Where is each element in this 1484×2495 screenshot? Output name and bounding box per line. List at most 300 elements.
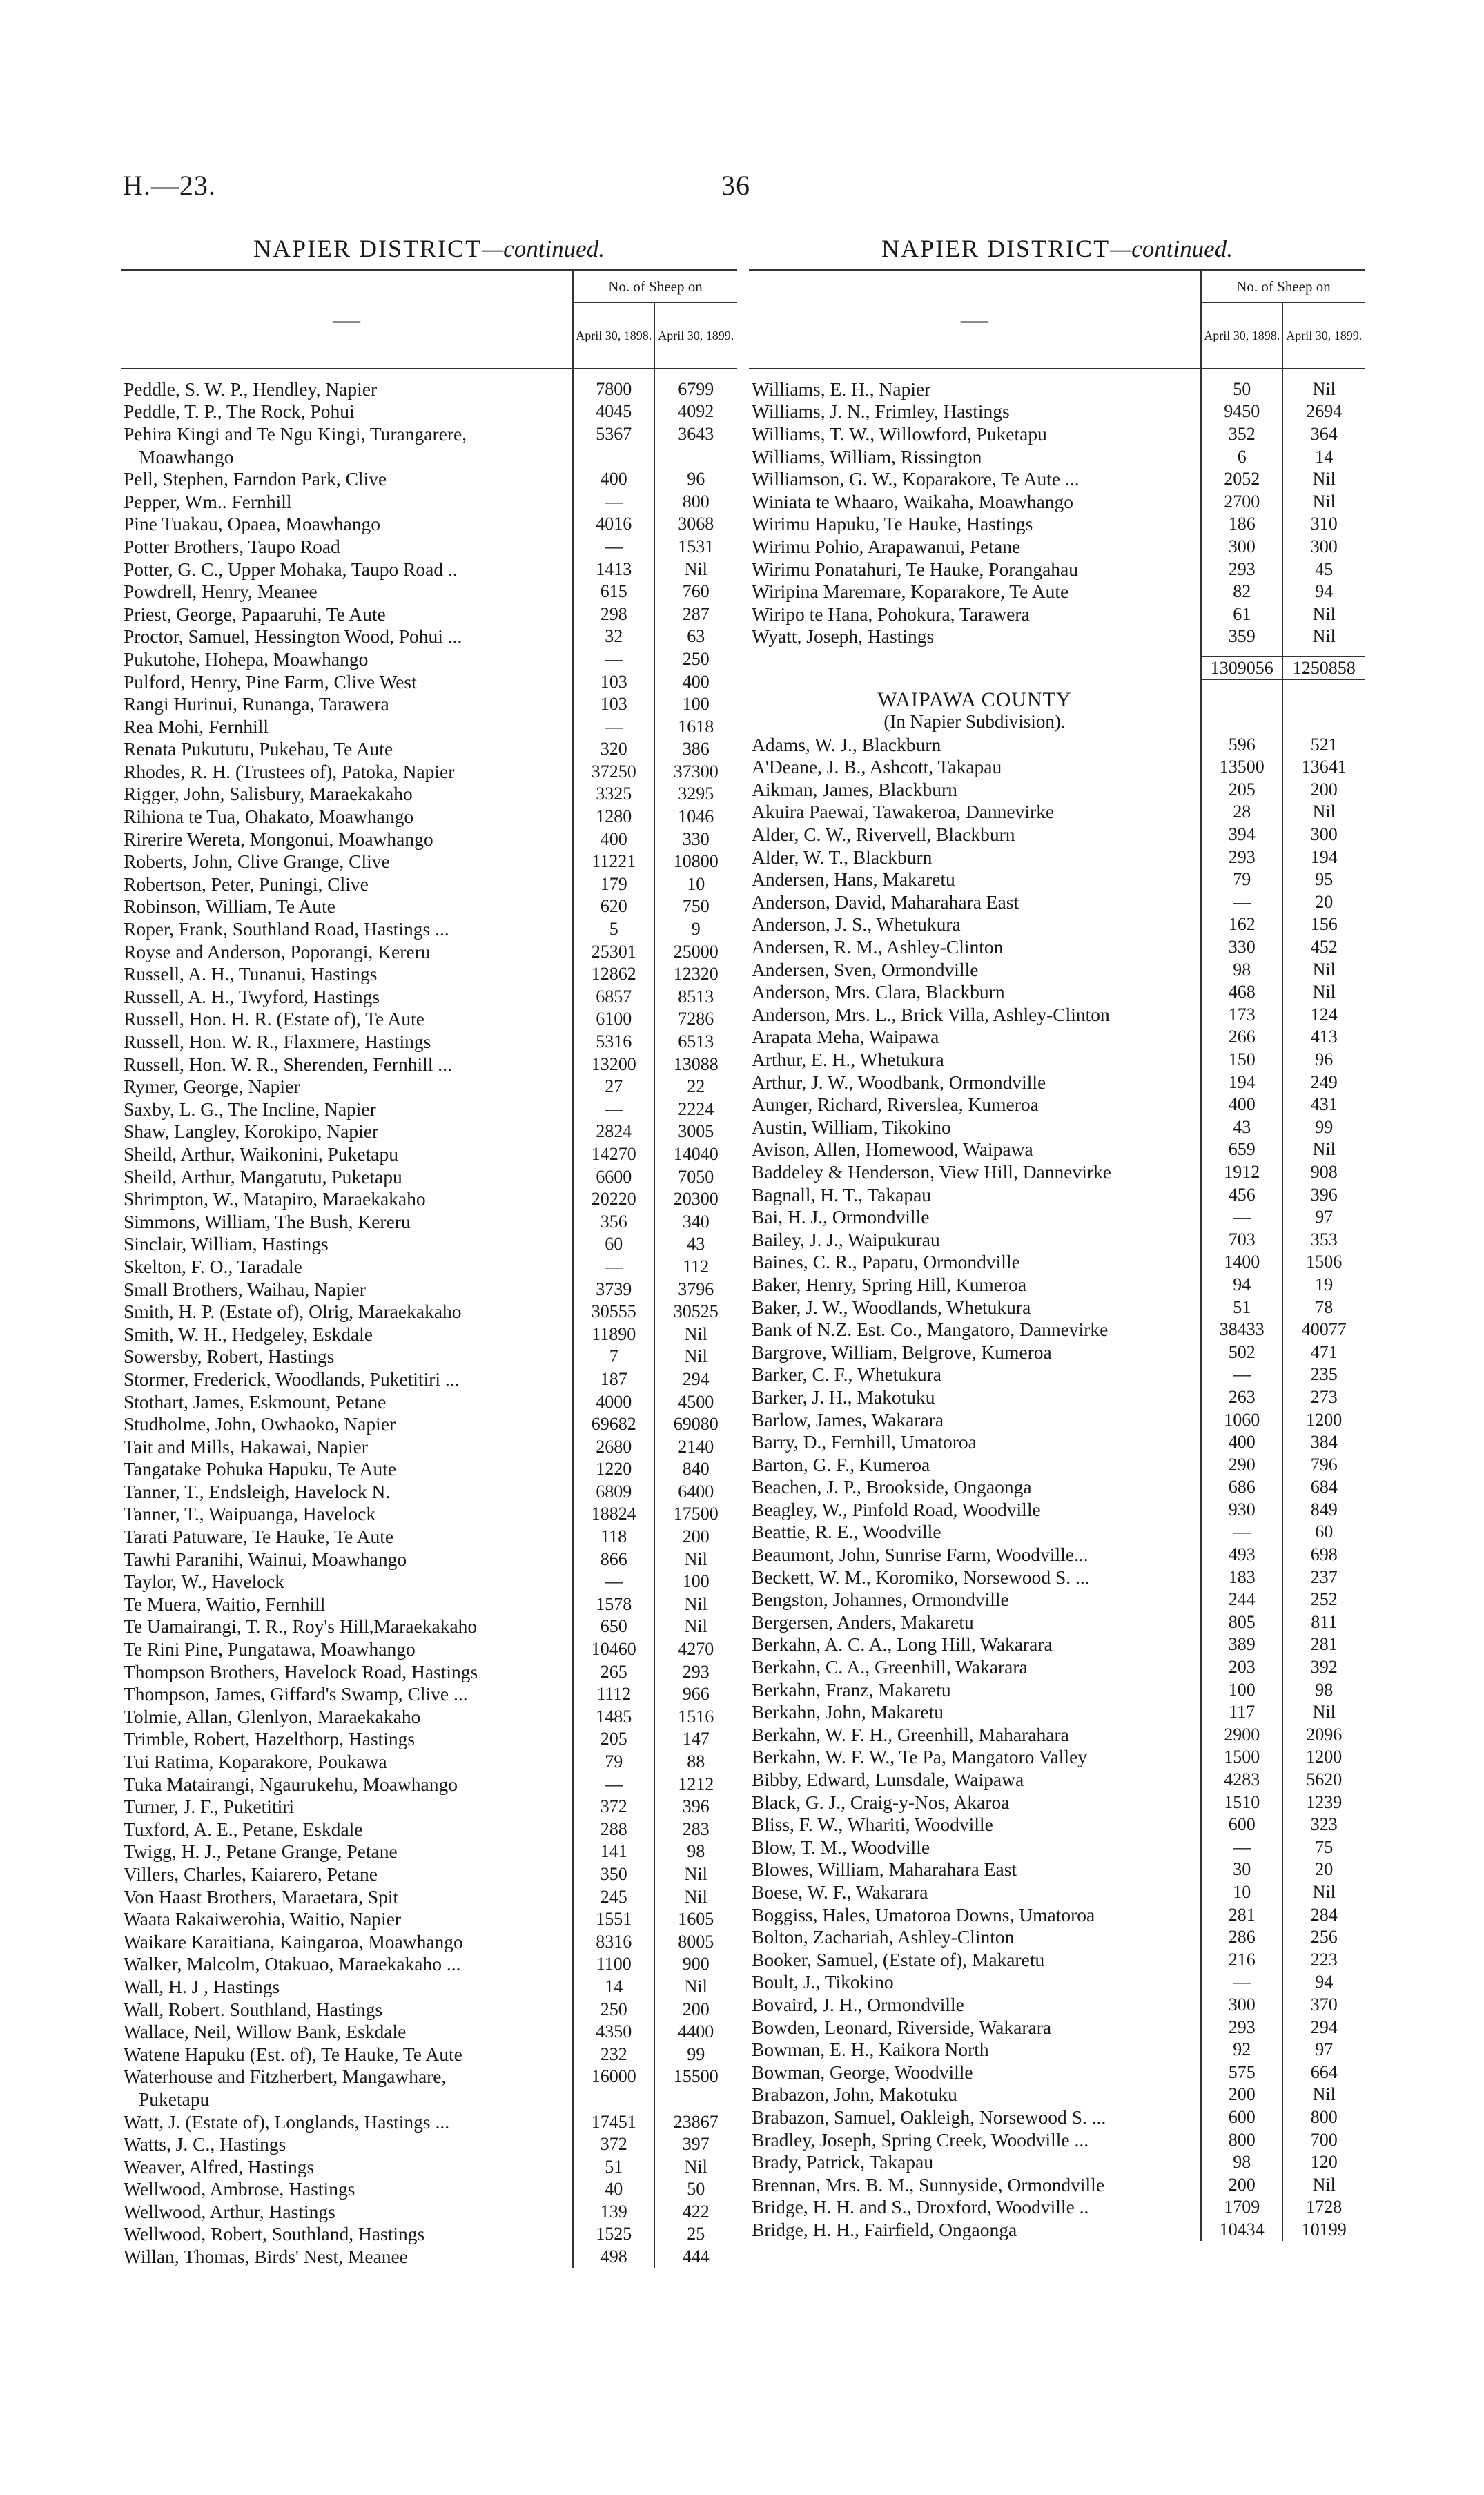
- left-name-header: —: [121, 270, 573, 369]
- sheep-1899: 340: [654, 1210, 737, 1233]
- table-row: [749, 513, 1365, 536]
- table-row: [749, 1611, 1365, 1633]
- table-row: [121, 783, 737, 806]
- holder-name: Trimble, Robert, Hazelthorp, Hastings: [124, 1728, 416, 1750]
- left-title-suffix: —continued.: [482, 235, 605, 262]
- table-row: [121, 985, 737, 1008]
- table-row: [749, 535, 1365, 558]
- sheep-1899: 6400: [654, 1480, 737, 1503]
- sheep-1899: 37300: [654, 760, 737, 783]
- table-row: [121, 445, 737, 468]
- sheep-1899: 22: [654, 1075, 737, 1098]
- sheep-1898: 10460: [573, 1638, 654, 1660]
- table-row: [121, 467, 737, 490]
- sheep-1898: 1220: [573, 1458, 654, 1481]
- table-row: [121, 1143, 737, 1165]
- table-row: [121, 1593, 737, 1615]
- left-sheep-table: [121, 269, 737, 2268]
- sheep-1898: 200: [1201, 2084, 1282, 2106]
- sheep-1898: 320: [573, 738, 654, 761]
- holder-name: Wellwood, Ambrose, Hastings: [124, 2178, 355, 2200]
- holder-name: Tuxford, A. E., Petane, Eskdale: [124, 1818, 363, 1840]
- sheep-1898: 51: [1201, 1296, 1282, 1319]
- holder-name: Rirerire Wereta, Mongonui, Moawhango: [124, 828, 433, 850]
- holder-name: Thompson, James, Giffard's Swamp, Clive ...: [124, 1683, 468, 1705]
- sheep-1898: 372: [573, 2133, 654, 2155]
- sheep-1899: 1618: [654, 715, 737, 738]
- sheep-1899: [654, 445, 737, 468]
- holder-name: Berkahn, C. A., Greenhill, Wakarara: [752, 1656, 1028, 1678]
- table-row: [121, 513, 737, 536]
- holder-name: Tarati Patuware, Te Hauke, Te Aute: [124, 1526, 394, 1548]
- sheep-1898: 30: [1201, 1858, 1282, 1881]
- table-row: [749, 1903, 1365, 1926]
- spacer-row: [749, 679, 1365, 688]
- sheep-1899: 10: [654, 873, 737, 895]
- sheep-1899: 284: [1282, 1903, 1365, 1926]
- table-row: [749, 1296, 1365, 1319]
- total-1899: 1250858: [1282, 657, 1365, 680]
- holder-name: Tanner, T., Endsleigh, Havelock N.: [124, 1480, 391, 1502]
- sheep-1899: 63: [654, 625, 737, 648]
- holder-name: Puketapu: [139, 2088, 210, 2110]
- holder-name: Saxby, L. G., The Incline, Napier: [124, 1098, 376, 1120]
- sheep-1898: 493: [1201, 1543, 1282, 1566]
- sheep-1898: 372: [573, 1795, 654, 1818]
- total-row: [749, 657, 1365, 680]
- sheep-1898: 117: [1201, 1700, 1282, 1723]
- holder-name: Powdrell, Henry, Meanee: [124, 581, 318, 603]
- sheep-1898: 139: [573, 2200, 654, 2223]
- sheep-1898: 50: [1201, 378, 1282, 400]
- table-row: [749, 1318, 1365, 1341]
- table-row: [749, 445, 1365, 468]
- sheep-1898: 6600: [573, 1165, 654, 1188]
- table-row: [749, 1363, 1365, 1386]
- spacer-row: [749, 648, 1365, 657]
- table-row: [749, 490, 1365, 513]
- sheep-1899: 471: [1282, 1341, 1365, 1363]
- table-row: [749, 958, 1365, 981]
- holder-name: Rangi Hurinui, Runanga, Tarawera: [124, 693, 389, 715]
- sheep-1899: Nil: [654, 1593, 737, 1615]
- table-row: [121, 1255, 737, 1278]
- sheep-1899: 88: [654, 1750, 737, 1773]
- holder-name: Bovaird, J. H., Ormondville: [752, 1993, 964, 2015]
- sheep-1898: 17451: [573, 2110, 654, 2133]
- table-row: [121, 1841, 737, 1863]
- sheep-1899: 13088: [654, 1053, 737, 1076]
- table-row: [121, 1187, 737, 1210]
- sheep-1899: 20300: [654, 1187, 737, 1210]
- sheep-1898: 1578: [573, 1593, 654, 1615]
- sheep-1898: 293: [1201, 558, 1282, 581]
- right-table-body: [749, 369, 1365, 2241]
- sheep-1898: 12862: [573, 962, 654, 985]
- sheep-1899: 96: [654, 467, 737, 490]
- holder-name: Bibby, Edward, Lunsdale, Waipawa: [752, 1769, 1024, 1791]
- sheep-1898: 1485: [573, 1705, 654, 1728]
- sheep-1898: 930: [1201, 1498, 1282, 1521]
- holder-name: Tanner, T., Waipuanga, Havelock: [124, 1503, 376, 1525]
- sheep-1898: 805: [1201, 1611, 1282, 1633]
- sheep-1898: 94: [1201, 1273, 1282, 1296]
- sheep-1899: Nil: [654, 1863, 737, 1885]
- table-row: [121, 378, 737, 400]
- sheep-1899: 3005: [654, 1120, 737, 1143]
- holder-name: Wyatt, Joseph, Hastings: [752, 625, 935, 648]
- holder-name: Twigg, H. J., Petane Grange, Petane: [124, 1841, 398, 1863]
- holder-name: Von Haast Brothers, Maraetara, Spit: [124, 1885, 399, 1907]
- holder-name: Bagnall, H. T., Takapau: [752, 1183, 932, 1205]
- holder-name: Bank of N.Z. Est. Co., Mangatoro, Dannevirke: [752, 1319, 1109, 1341]
- sheep-1899: 45: [1282, 558, 1365, 581]
- sheep-1899: 249: [1282, 1071, 1365, 1094]
- sheep-1898: 186: [1201, 513, 1282, 536]
- table-row: [121, 1165, 737, 1188]
- sheep-1899: 25000: [654, 940, 737, 963]
- table-row: [749, 2084, 1365, 2106]
- holder-name: Wallace, Neil, Willow Bank, Eskdale: [124, 2021, 407, 2043]
- sheep-1899: 1212: [654, 1773, 737, 1796]
- sheep-1898: 281: [1201, 1903, 1282, 1926]
- holder-name: Arapata Meha, Waipawa: [752, 1026, 939, 1048]
- holder-name: Adams, W. J., Blackburn: [752, 733, 941, 755]
- sheep-1899: Nil: [1282, 467, 1365, 490]
- holder-name: Williams, E. H., Napier: [752, 378, 931, 400]
- sheep-1899: 796: [1282, 1453, 1365, 1476]
- sheep-1899: 283: [654, 1818, 737, 1841]
- table-row: [121, 1300, 737, 1323]
- table-row: [121, 648, 737, 670]
- sheep-1898: —: [1201, 1205, 1282, 1228]
- table-row: [121, 1053, 737, 1076]
- table-row: [749, 1700, 1365, 1723]
- table-row: [749, 1858, 1365, 1881]
- sheep-1899: 1506: [1282, 1251, 1365, 1274]
- table-row: [749, 1791, 1365, 1814]
- table-row: [749, 2016, 1365, 2039]
- right-group-header: No. of Sheep on: [1201, 270, 1365, 303]
- sheep-1899: 20: [1282, 891, 1365, 913]
- table-row: [749, 603, 1365, 625]
- spacer-row: [121, 369, 737, 378]
- table-row: [121, 603, 737, 625]
- table-row: [749, 2106, 1365, 2128]
- sheep-1899: 400: [654, 670, 737, 693]
- holder-name: Brabazon, John, Makotuku: [752, 2084, 957, 2106]
- table-row: [121, 1120, 737, 1143]
- holder-name: Watt, J. (Estate of), Longlands, Hastings ...: [124, 2110, 450, 2133]
- table-row: [749, 625, 1365, 648]
- holder-name: Anderson, J. S., Whetukura: [752, 913, 961, 935]
- sheep-1898: 30555: [573, 1300, 654, 1323]
- table-row: [121, 2223, 737, 2246]
- sheep-1899: 99: [654, 2043, 737, 2066]
- table-row: [121, 1615, 737, 1638]
- sheep-1898: 10434: [1201, 2218, 1282, 2241]
- sheep-1899: 25: [654, 2223, 737, 2246]
- table-row: [749, 2061, 1365, 2084]
- sheep-1899: 3643: [654, 423, 737, 445]
- sheep-1899: 6513: [654, 1030, 737, 1053]
- holder-name: Tolmie, Allan, Glenlyon, Maraekakaho: [124, 1705, 421, 1727]
- left-title-text: NAPIER DISTRICT: [253, 235, 482, 262]
- sheep-1898: 79: [1201, 868, 1282, 891]
- holder-name: Bowman, E. H., Kaikora North: [752, 2039, 989, 2061]
- sheep-1899: 97: [1282, 2038, 1365, 2061]
- sheep-1898: 498: [573, 2245, 654, 2268]
- sheep-1899: 94: [1282, 580, 1365, 603]
- right-column-title: [749, 228, 1365, 269]
- holder-name: Black, G. J., Craig-y-Nos, Akaroa: [752, 1791, 1010, 1813]
- sheep-1899: 1531: [654, 535, 737, 558]
- sheep-1899: Nil: [1282, 1700, 1365, 1723]
- sheep-1899: 78: [1282, 1296, 1365, 1319]
- sheep-1898: 11890: [573, 1323, 654, 1346]
- sheep-1899: 8513: [654, 985, 737, 1008]
- sheep-1898: 14: [573, 1975, 654, 1998]
- holder-name: Potter, G. C., Upper Mohaka, Taupo Road ..: [124, 558, 458, 580]
- sheep-1899: 13641: [1282, 756, 1365, 779]
- sheep-1899: 1200: [1282, 1408, 1365, 1431]
- table-row: [121, 1030, 737, 1053]
- sheep-1898: 2052: [1201, 467, 1282, 490]
- table-row: [121, 850, 737, 873]
- sheep-1899: 10199: [1282, 2218, 1365, 2241]
- holder-name: Boggiss, Hales, Umatoroa Downs, Umatoroa: [752, 1903, 1095, 1925]
- sheep-1899: 4092: [654, 400, 737, 423]
- sheep-1898: 79: [573, 1750, 654, 1773]
- sheep-1899: 444: [654, 2245, 737, 2268]
- sheep-1898: 92: [1201, 2038, 1282, 2061]
- holder-name: Bradley, Joseph, Spring Creek, Woodville ...: [752, 2128, 1089, 2151]
- table-row: [121, 1210, 737, 1233]
- sheep-1899: 40077: [1282, 1318, 1365, 1341]
- left-table-body: [121, 369, 737, 2268]
- sheep-1899: Nil: [1282, 1138, 1365, 1161]
- sheep-1898: 27: [573, 1075, 654, 1098]
- sheep-1898: —: [573, 1570, 654, 1593]
- table-row: [121, 1728, 737, 1751]
- sheep-1898: 6: [1201, 445, 1282, 468]
- sheep-1898: —: [573, 648, 654, 670]
- table-row: [121, 828, 737, 851]
- holder-name: Andersen, R. M., Ashley-Clinton: [752, 936, 1004, 958]
- sheep-1898: 141: [573, 1841, 654, 1863]
- sheep-1899: 98: [654, 1841, 737, 1863]
- holder-name: Bargrove, William, Belgrove, Kumeroa: [752, 1341, 1052, 1363]
- table-row: [749, 913, 1365, 936]
- holder-name: Rigger, John, Salisbury, Maraekakaho: [124, 783, 413, 805]
- sheep-1899: Nil: [1282, 958, 1365, 981]
- table-row: [749, 1071, 1365, 1094]
- sheep-1898: 394: [1201, 823, 1282, 846]
- table-row: [121, 1773, 737, 1796]
- right-title-text: NAPIER DISTRICT: [881, 235, 1111, 262]
- table-row: [749, 1430, 1365, 1453]
- holder-name: Sheild, Arthur, Waikonini, Puketapu: [124, 1143, 398, 1165]
- sheep-1899: 386: [654, 738, 737, 761]
- sheep-1898: 352: [1201, 423, 1282, 445]
- table-row: [749, 558, 1365, 581]
- total-label-blank: [749, 657, 1201, 680]
- sheep-1898: 245: [573, 1885, 654, 1908]
- table-row: [749, 1251, 1365, 1274]
- table-row: [749, 1881, 1365, 1903]
- table-row: [749, 400, 1365, 423]
- table-row: [749, 1543, 1365, 1566]
- county-subheading-text: (In Napier Subdivision).: [883, 711, 1066, 732]
- sheep-1899: 811: [1282, 1611, 1365, 1633]
- sheep-1898: 650: [573, 1615, 654, 1638]
- sheep-1899: 50: [654, 2178, 737, 2201]
- holder-name: Sowersby, Robert, Hastings: [124, 1346, 335, 1368]
- holder-name: Priest, George, Papaaruhi, Te Aute: [124, 603, 386, 625]
- sheep-1899: 849: [1282, 1498, 1365, 1521]
- sheep-1898: 359: [1201, 625, 1282, 648]
- holder-name: Blow, T. M., Woodville: [752, 1836, 930, 1858]
- table-row: [749, 1746, 1365, 1769]
- sheep-1898: 244: [1201, 1588, 1282, 1611]
- sheep-1898: 162: [1201, 913, 1282, 936]
- blank-cell: [749, 679, 1201, 688]
- sheep-1898: 1912: [1201, 1161, 1282, 1183]
- sheep-1899: 256: [1282, 1925, 1365, 1948]
- table-row: [749, 580, 1365, 603]
- sheep-1899: 800: [1282, 2106, 1365, 2128]
- sheep-1898: 38433: [1201, 1318, 1282, 1341]
- sheep-1898: 468: [1201, 980, 1282, 1003]
- sheep-1899: Nil: [1282, 625, 1365, 648]
- sheep-1898: —: [573, 535, 654, 558]
- sheep-1898: 356: [573, 1210, 654, 1233]
- sheep-1899: 330: [654, 828, 737, 851]
- sheep-1899: 8005: [654, 1930, 737, 1953]
- holder-name: Tangatake Pohuka Hapuku, Te Aute: [124, 1458, 397, 1480]
- holder-name: Berkahn, W. F. W., Te Pa, Mangatoro Valley: [752, 1746, 1088, 1768]
- sheep-1898: 103: [573, 692, 654, 715]
- sheep-1899: 2224: [654, 1098, 737, 1120]
- holder-name: Watene Hapuku (Est. of), Te Hauke, Te Aute: [124, 2043, 462, 2065]
- sheep-1899: 396: [1282, 1183, 1365, 1206]
- sheep-1898: 4000: [573, 1390, 654, 1413]
- table-row: [121, 1907, 737, 1930]
- holder-name: Skelton, F. O., Taradale: [124, 1255, 302, 1277]
- holder-name: Renata Pukututu, Pukehau, Te Aute: [124, 738, 393, 760]
- sheep-1898: 203: [1201, 1656, 1282, 1678]
- holder-name: Bengston, Johannes, Ormondville: [752, 1589, 1009, 1611]
- table-row: [121, 1548, 737, 1571]
- holder-name: Roper, Frank, Southland Road, Hastings ...: [124, 918, 449, 940]
- sheep-1899: 900: [654, 1953, 737, 1976]
- sheep-1899: 452: [1282, 935, 1365, 958]
- sheep-1898: 3325: [573, 783, 654, 806]
- sheep-1898: 100: [1201, 1678, 1282, 1701]
- sheep-1898: 286: [1201, 1925, 1282, 1948]
- sheep-1899: 99: [1282, 1116, 1365, 1138]
- sheep-1898: 1551: [573, 1907, 654, 1930]
- holder-name: Bailey, J. J., Waipukurau: [752, 1228, 940, 1250]
- holder-name: Proctor, Samuel, Hessington Wood, Pohui ...: [124, 625, 462, 648]
- sheep-1898: 200: [1201, 2173, 1282, 2196]
- holder-name: Wellwood, Arthur, Hastings: [124, 2200, 335, 2222]
- table-row: [121, 670, 737, 693]
- table-row: [749, 1476, 1365, 1499]
- sheep-1898: 400: [573, 828, 654, 851]
- holder-name: Peddle, T. P., The Rock, Pohui: [124, 400, 355, 423]
- sheep-1899: 95: [1282, 868, 1365, 891]
- blank-cell: [1282, 710, 1365, 733]
- sheep-1899: 20: [1282, 1858, 1365, 1881]
- table-row: [749, 1453, 1365, 1476]
- sheep-1899: 12320: [654, 962, 737, 985]
- sheep-1899: Nil: [654, 1615, 737, 1638]
- sheep-1899: 235: [1282, 1363, 1365, 1386]
- holder-name: Avison, Allen, Homewood, Waipawa: [752, 1138, 1033, 1161]
- sheep-1898: 615: [573, 580, 654, 603]
- holder-name: Waata Rakaiwerohia, Waitio, Napier: [124, 1908, 402, 1930]
- holder-name: Blowes, William, Maharahara East: [752, 1858, 1017, 1881]
- sheep-1899: 7286: [654, 1008, 737, 1031]
- sheep-1899: 700: [1282, 2128, 1365, 2151]
- holder-name: Pine Tuakau, Opaea, Moawhango: [124, 513, 380, 535]
- table-row: [749, 1273, 1365, 1296]
- sheep-1898: 290: [1201, 1453, 1282, 1476]
- sheep-1899: 364: [1282, 423, 1365, 445]
- holder-name: Wirimu Ponatahuri, Te Hauke, Porangahau: [752, 558, 1079, 580]
- sheep-1899: 250: [654, 648, 737, 670]
- table-row: [749, 2128, 1365, 2151]
- holder-name: Russell, Hon. W. R., Sherenden, Fernhill ...: [124, 1053, 452, 1075]
- sheep-1899: 75: [1282, 1836, 1365, 1858]
- left-col2-header: April 30, 1899.: [654, 303, 737, 369]
- table-row: [121, 400, 737, 423]
- sheep-1899: Nil: [654, 1548, 737, 1571]
- table-row: [121, 2020, 737, 2043]
- sheep-1898: 194: [1201, 1071, 1282, 1094]
- table-row: [121, 2200, 737, 2223]
- holder-name: Booker, Samuel, (Estate of), Makaretu: [752, 1948, 1045, 1970]
- sheep-1899: 664: [1282, 2061, 1365, 2084]
- table-row: [749, 801, 1365, 824]
- blank-cell: [1282, 688, 1365, 711]
- sheep-1899: 2694: [1282, 400, 1365, 423]
- sheep-1898: 293: [1201, 846, 1282, 868]
- blank-cell: [1201, 679, 1282, 688]
- sheep-1899: Nil: [654, 1975, 737, 1998]
- sheep-1899: Nil: [654, 1323, 737, 1346]
- left-col1-header: April 30, 1898.: [573, 303, 654, 369]
- holder-name: Simmons, William, The Bush, Kereru: [124, 1210, 411, 1232]
- holder-name: Moawhango: [139, 445, 234, 467]
- sheep-1899: Nil: [654, 1346, 737, 1368]
- holder-name: Baker, J. W., Woodlands, Whetukura: [752, 1296, 1031, 1318]
- sheep-1899: 200: [1282, 778, 1365, 801]
- holder-name: Bowman, George, Woodville: [752, 2061, 973, 2083]
- holder-name: Aunger, Richard, Riverslea, Kumeroa: [752, 1094, 1039, 1116]
- table-row: [121, 1863, 737, 1885]
- blank-cell: [749, 648, 1201, 657]
- sheep-1899: 396: [654, 1795, 737, 1818]
- sheep-1899: 6799: [654, 378, 737, 400]
- holder-name: Winiata te Whaaro, Waikaha, Moawhango: [752, 490, 1074, 512]
- sheep-1898: 16000: [573, 2066, 654, 2088]
- sheep-1899: 760: [654, 580, 737, 603]
- holder-name: Te Muera, Waitio, Fernhill: [124, 1593, 326, 1615]
- holder-name: Sheild, Arthur, Mangatutu, Puketapu: [124, 1165, 402, 1187]
- sheep-1898: 1060: [1201, 1408, 1282, 1431]
